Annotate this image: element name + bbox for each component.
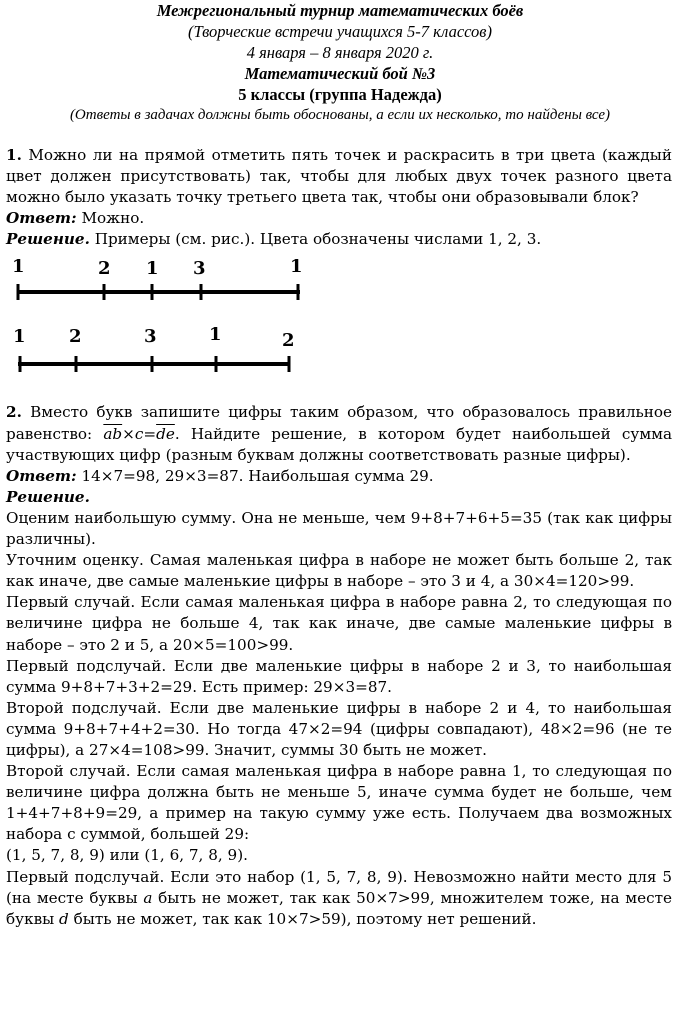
tournament-dates: 4 января – 8 января 2020 г. (246, 43, 434, 62)
problem-2-text-a: Вместо букв запишите цифры таким образом, что образовалось правильное равенство: (6, 403, 672, 443)
point-label-2-3: 3 (144, 326, 157, 348)
instructions-note: (Ответы в задачах должны быть обоснованы, а если их несколько, то найдены все) (69, 107, 611, 123)
solution-label: Решение. (6, 230, 90, 249)
problem-2-number: 2. (6, 403, 22, 422)
point-label-1-4: 3 (193, 258, 206, 280)
variable-d: d (59, 909, 69, 928)
problem-2-answer (6, 466, 672, 487)
problem-2-statement (6, 402, 672, 465)
problem-1-answer (6, 208, 672, 229)
equation-c: c (134, 424, 144, 443)
solution-paragraph: Первый подслучай. Если две маленькие цифры в наборе 2 и 3, то наибольшая сумма 9+8+7+3+2=29. Есть пример: 29×3=87. (6, 656, 672, 696)
document-body (6, 145, 672, 930)
problem-2-text-b: . Найдите решение, в котором будет наибольшей сумма участвующих цифр (разным буквам должны соответствовать разные цифры). (6, 424, 673, 464)
number-line-figure (0, 250, 680, 402)
equation-ab: $\overline{ab}$ (103, 424, 123, 443)
solution-paragraph: Второй подслучай. Если две маленькие цифры в наборе 2 и 4, то наибольшая сумма 9+8+7+4+2=30. Но тогда 47×2=94 (цифры совпадают), 48×2=96 (не те цифры), а 27×4=108>99. Значит, суммы 30 быть не может. (6, 698, 672, 759)
equation-de: $\overline{de}$ (156, 424, 175, 443)
problem-1-text: Можно ли на прямой отметить пять точек и раскрасить в три цвета (каждый цвет должен присутствовать) так, чтобы для любых двух точек разного цвета можно было указать точку третьего цвета так, чтобы они образовывали блок? (6, 146, 672, 207)
solution-paragraph: Второй случай. Если самая маленькая цифра в наборе равна 1, то следующая по величине цифра должна быть не меньше 5, иначе сумма будет не больше, чем 1+4+7+8+9=29, а пример на такую сумму уже есть. Получаем два возможных набора с суммой, большей 29: (6, 762, 672, 844)
point-label-2-2: 2 (69, 326, 82, 348)
point-label-2-5: 2 (282, 330, 295, 352)
answer-label: Ответ: (6, 466, 77, 485)
problem-1-number: 1. (6, 146, 22, 164)
problem-2-answer-text: 14×7=98, 29×3=87. Наибольшая сумма 29. (81, 466, 434, 485)
point-label-2-1: 1 (13, 326, 26, 348)
last-text-b: быть не может, так как 50×7>99, множителем тоже, на месте буквы (6, 888, 672, 928)
problem-1-solution (6, 229, 672, 250)
variable-a: a (143, 888, 153, 907)
solution-paragraph: Оценим наибольшую сумму. Она не меньше, чем 9+8+7+6+5=35 (так как цифры различны). (6, 508, 672, 549)
equation-equals: = (143, 424, 157, 443)
answer-label: Ответ: (6, 209, 77, 228)
point-label-1-3: 1 (146, 258, 159, 280)
last-text-a: Первый подслучай. Если это набор (1, 5, 7, 8, 9). Невозможно найти место для 5 (на месте буквы (6, 867, 672, 907)
solution-paragraph-last (6, 867, 672, 930)
problem-1-solution-text: Примеры (см. рис.). Цвета обозначены числами 1, 2, 3. (94, 230, 542, 249)
number-line-svg (0, 250, 680, 402)
problem-1-answer-text: Можно. (81, 209, 145, 228)
solution-paragraph: (1, 5, 7, 8, 9) или (1, 6, 7, 8, 9). (6, 846, 248, 865)
point-label-2-4: 1 (209, 324, 222, 346)
solution-label: Решение. (6, 487, 90, 506)
last-text-c: быть не может, так как 10×7>59), поэтому нет решений. (73, 909, 537, 928)
point-label-1-5: 1 (290, 256, 303, 278)
solution-paragraph: Уточним оценку. Самая маленькая цифра в наборе не может быть больше 2, так как иначе, две самые маленькие цифры в наборе – это 3 и 4, а 30×4=120>99. (6, 551, 672, 591)
problem-1-statement (6, 145, 672, 208)
point-label-1-1: 1 (12, 256, 25, 278)
solution-paragraph: Первый случай. Если самая маленькая цифра в наборе равна 2, то следующая по величине цифра не больше 4, так как иначе, две самые маленькие цифры в наборе – это 2 и 5, а 20×5=100>99. (6, 593, 672, 654)
tournament-title: Межрегиональный турнир математических боёв (156, 1, 524, 20)
battle-title: Математический бой №3 (244, 64, 436, 83)
document-header (0, 0, 680, 126)
group-title: 5 классы (группа Надежда) (238, 85, 442, 104)
point-label-1-2: 2 (98, 258, 111, 280)
problem-2-solution-heading (6, 487, 672, 508)
tournament-subtitle: (Творческие встречи учащихся 5-7 классов) (188, 22, 492, 41)
equation-times: × (122, 424, 135, 443)
